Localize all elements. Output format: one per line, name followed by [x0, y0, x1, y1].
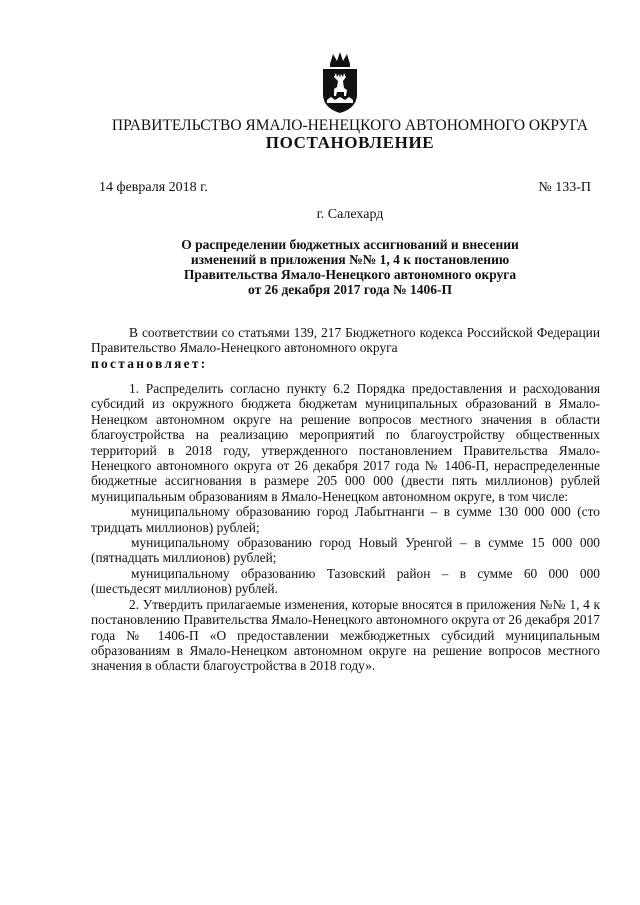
document-date: 14 февраля 2018 г.: [99, 180, 208, 195]
decree-word: постановляет:: [91, 355, 208, 371]
item-1: 1. Распределить согласно пункту 6.2 Порядка предоставления и расходования субсидий из окружного бюджета бюджетам муниципальных образований в Ямало-Ненецком автономном округе на решение вопросов местного значения в области благоустройства на реализацию мероприятий по благоустройству общественных территорий в 2018 году, утвержденного постановлением Правительства Ямало-Ненецкого автономного округа от 26 декабря 2017 года № 1406-П, нераспределенные бюджетные ассигнования в размере 205 000 000 (двести пять миллионов) рублей муниципальным образованиям в Ямало-Ненецком автономном округе, в том числе:: [91, 381, 600, 504]
subject-line: Правительства Ямало-Ненецкого автономного округа: [183, 267, 517, 282]
preamble: [91, 325, 600, 371]
subject-line: от 26 декабря 2017 года № 1406-П: [248, 282, 452, 297]
item-2: 2. Утвердить прилагаемые изменения, которые вносятся в приложения №№ 1, 4 к постановлению Правительства Ямало-Ненецкого автономного округа от 26 декабря 2017 года № 1406-П «О предоставлении межбюджетных субсидий муниципальным образованиям в Ямало-Ненецком автономном округе на решение вопросов местного значения в области благоустройства в 2018 году».: [91, 596, 600, 674]
preamble-text: В соответствии со статьями 139, 217 Бюджетного кодекса Российской Федерации Правительство Ямало-Ненецкого автономного округа: [91, 325, 600, 356]
item-1-allocation: муниципальному образованию город Новый Уренгой – в сумме 15 000 000 (пятнадцать миллионов) рублей;: [91, 535, 600, 566]
item-1-allocation: муниципальному образованию Тазовский район – в сумме 60 000 000 (шестьдесят миллионов) рублей.: [91, 565, 600, 597]
document-subject: [60, 237, 640, 297]
document-city: г. Салехард: [316, 207, 384, 222]
coat-of-arms-icon: [319, 50, 361, 114]
subject-line: изменений в приложения №№ 1, 4 к постановлению: [190, 252, 510, 267]
document-number: № 133-П: [538, 180, 591, 195]
government-name: ПРАВИТЕЛЬСТВО ЯМАЛО-НЕНЕЦКОГО АВТОНОМНОГО ОКРУГА: [111, 117, 589, 134]
document-type-title: ПОСТАНОВЛЕНИЕ: [265, 133, 435, 152]
resolution-items: [91, 381, 600, 674]
item-1-allocation: муниципальному образованию город Лабытнанги – в сумме 130 000 000 (сто тридцать миллионов) рублей;: [91, 504, 600, 535]
subject-line: О распределении бюджетных ассигнований и внесении: [181, 237, 519, 252]
